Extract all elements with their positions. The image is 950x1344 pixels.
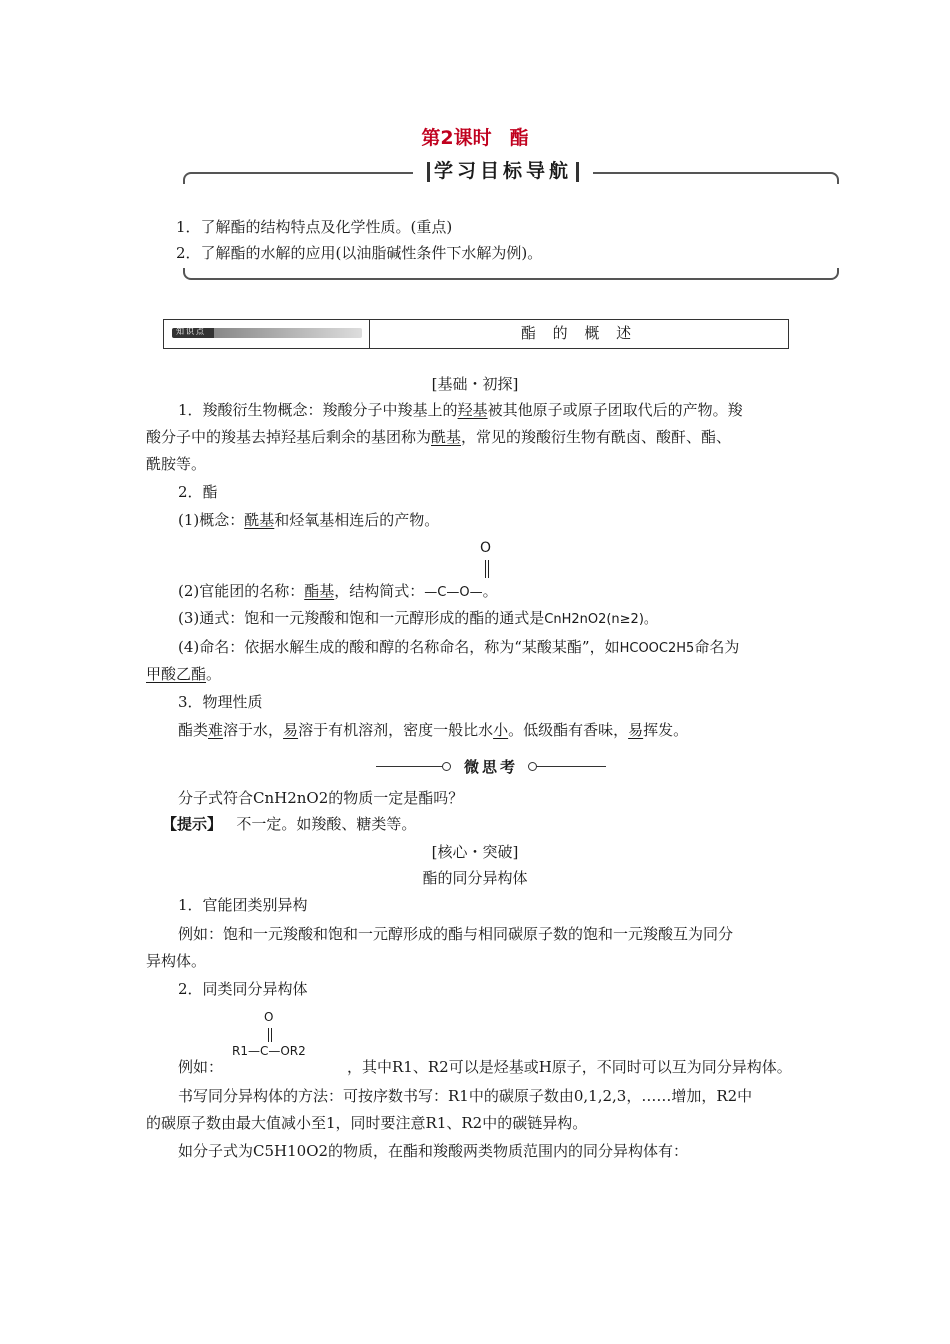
learning-goals-label: 学习目标导航 bbox=[413, 158, 593, 184]
bar-right bbox=[576, 162, 579, 182]
think-hint: 【提示】 不一定。如羧酸、糖类等。 bbox=[162, 815, 417, 833]
core-item2-head: 2．同类同分异构体 bbox=[178, 980, 308, 998]
p2-formula: (3)通式：饱和一元羧酸和饱和一元醇形成的酯的通式是CnH2nO2(n≥2)。 bbox=[178, 609, 657, 627]
p1-line2: 酸分子中的羧基去掉羟基后剩余的基团称为酰基，常见的羧酸衍生物有酰卤、酸酐、酯、 bbox=[146, 428, 732, 446]
page-title bbox=[0, 123, 950, 150]
knowledge-tag-cell bbox=[164, 320, 370, 348]
double-bond bbox=[485, 560, 489, 578]
p2-head: 2．酯 bbox=[178, 483, 218, 501]
goal-item-2: 2．了解酯的水解的应用(以油脂碱性条件下水解为例)。 bbox=[176, 244, 543, 262]
core-method-line2: 的碳原子数由最大值减小至1，同时要注意R1、R2中的碳链异构。 bbox=[146, 1114, 588, 1132]
core-example: 如分子式为C5H10O2的物质，在酯和羧酸两类物质范围内的同分异构体有： bbox=[178, 1142, 689, 1160]
lesson-topic: 酯 bbox=[509, 127, 529, 149]
think-question: 分子式符合CnH2nO2的物质一定是酯吗？ bbox=[178, 789, 464, 807]
p3-head: 3．物理性质 bbox=[178, 693, 263, 711]
learning-goals-box bbox=[176, 160, 839, 280]
knowledge-point-table bbox=[163, 319, 789, 349]
divider-line-left bbox=[376, 766, 442, 767]
section-core: [核心・突破] bbox=[431, 843, 519, 861]
ester-r-oxygen: O bbox=[264, 1010, 274, 1024]
bar-left bbox=[427, 162, 430, 182]
think-divider bbox=[376, 756, 606, 776]
core-item2-example: 例如： ，其中R1、R2可以是烃基或H原子，不同时可以互为同分异构体。 bbox=[178, 1058, 792, 1076]
r-ester-formula: R1—C—OR2 bbox=[232, 1044, 306, 1058]
think-label: 微思考 bbox=[463, 758, 518, 776]
lesson-number: 第2课时 bbox=[421, 127, 492, 149]
p1-line3: 酰胺等。 bbox=[146, 455, 207, 473]
section-basic: [基础・初探] bbox=[431, 375, 519, 393]
core-item1-head: 1．官能团类别异构 bbox=[178, 896, 308, 914]
goal-item-1: 1．了解酯的结构特点及化学性质。(重点) bbox=[176, 218, 453, 236]
divider-line-right bbox=[536, 766, 606, 767]
p2-concept: (1)概念：酰基和烃氧基相连后的产物。 bbox=[178, 511, 440, 529]
core-item1-line2: 异构体。 bbox=[146, 952, 207, 970]
divider-dot-left bbox=[442, 762, 451, 771]
p2-naming-2: 甲酸乙酯。 bbox=[146, 665, 222, 683]
core-method-line1: 书写同分异构体的方法：可按序数书写：R1中的碳原子数由0,1,2,3，……增加，R2中 bbox=[178, 1087, 753, 1105]
r-double-bond bbox=[268, 1028, 272, 1042]
ester-oxygen: O bbox=[480, 540, 492, 556]
core-title: 酯的同分异构体 bbox=[422, 869, 528, 887]
core-item1-line1: 例如：饱和一元羧酸和饱和一元醇形成的酯与相同碳原子数的饱和一元羧酸互为同分 bbox=[178, 925, 734, 943]
p2-functional-group: (2)官能团的名称：酯基，结构简式：—C—O—。 bbox=[178, 582, 498, 600]
knowledge-tag-text: 知识点 bbox=[176, 327, 206, 336]
knowledge-heading: 酯 的 概 述 bbox=[520, 324, 638, 342]
p2-naming-1: (4)命名：依据水解生成的酸和醇的名称命名，称为“某酸某酯”，如HCOOC2H5命名为 bbox=[178, 638, 740, 656]
p1-line1: 1．羧酸衍生物概念：羧酸分子中羧基上的羟基被其他原子或原子团取代后的产物。羧 bbox=[178, 401, 743, 419]
banner-frame-bottom bbox=[183, 268, 839, 280]
p3-text: 酯类难溶于水，易溶于有机溶剂，密度一般比水小。低级酯有香味，易挥发。 bbox=[178, 721, 689, 739]
